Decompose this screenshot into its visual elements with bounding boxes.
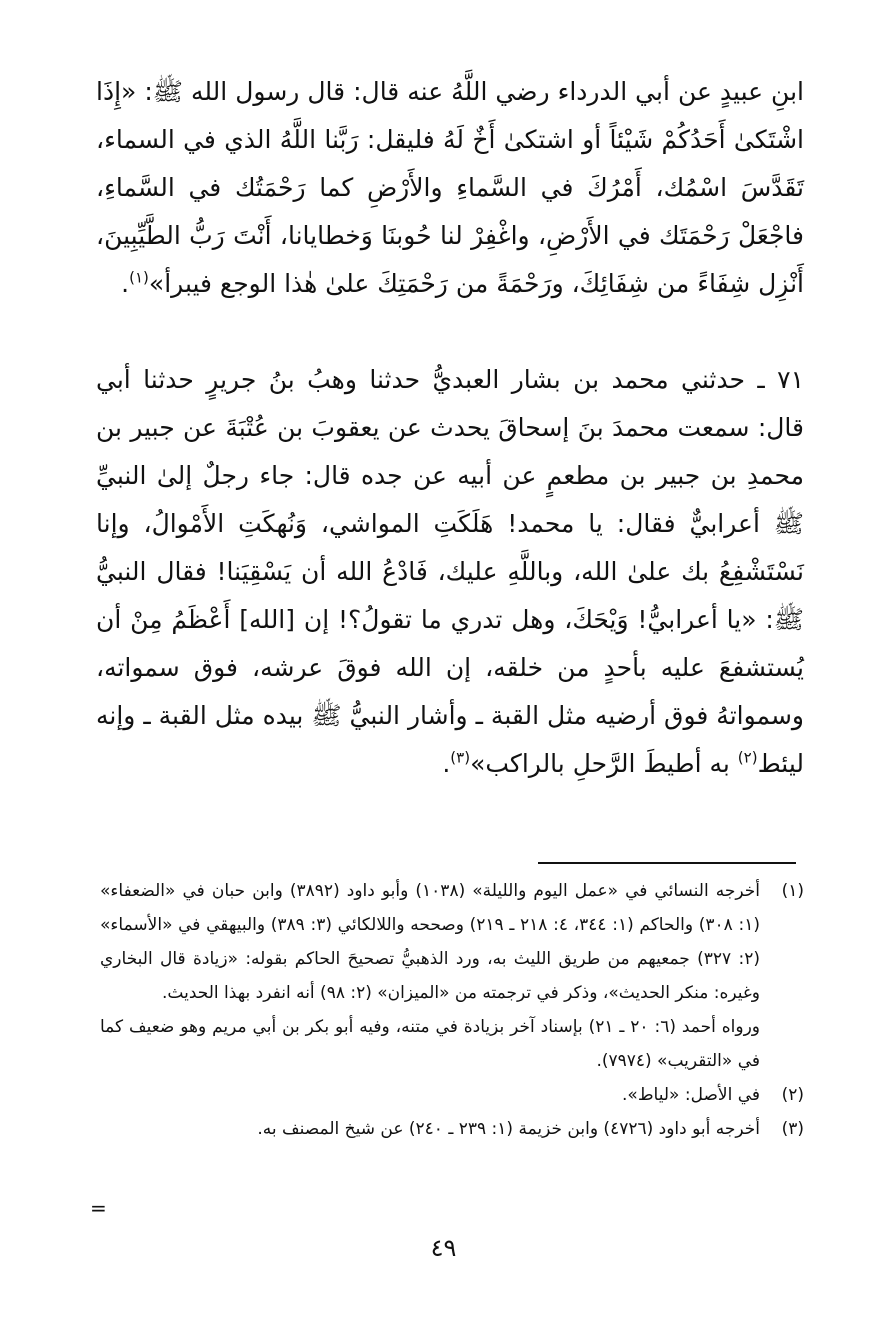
- footnote-ref-1: (١): [129, 268, 149, 287]
- footnote-text: ورواه أحمد (٦: ٢٠ ـ ٢١) بإسناد آخر بزيادة في متنه، وفيه أبو بكر بن أبي مريم وهو ضعيف كما في «التقريب» (٧٩٧٤).: [100, 1017, 761, 1071]
- paragraph-end: .: [121, 269, 130, 298]
- footnote-body: [100, 874, 760, 1078]
- footnote-body: [100, 1112, 760, 1146]
- footnote-number: (١): [781, 881, 804, 901]
- footnote-1: [100, 874, 804, 1078]
- paragraph-end: .: [442, 749, 451, 778]
- footnote-2: [100, 1078, 804, 1112]
- page-number: ٤٩: [430, 1234, 457, 1262]
- footnote-ref-2: (٢): [737, 748, 758, 767]
- footnote-ref-3: (٣): [450, 748, 471, 767]
- footnote-body: [100, 1078, 760, 1112]
- footnote-text: في الأصل: «لياط».: [622, 1085, 760, 1105]
- footnotes: [100, 874, 804, 1146]
- footnote-3: [100, 1112, 804, 1146]
- main-text: [96, 68, 804, 788]
- paragraph-hadith-70-end: [96, 68, 804, 308]
- footnote-number: (٣): [781, 1119, 804, 1139]
- paragraph-text: ابنِ عبيدٍ عن أبي الدرداء رضي اللَّهُ عنه قال: قال رسول الله ﷺ: «إِذَا اشْتَكىٰ أَحَدُكُمْ شَيْئاً أو اشتكىٰ أَخٌ لَهُ فليقل: رَبَّنا اللَّهُ الذي في السماء، تَقَدَّسَ اسْمُك، أَمْرُكَ في السَّماءِ والأَرْضِ كما رَحْمَتُك في السَّماءِ، فاجْعَلْ رَحْمَتَك في الأَرْضِ، واغْفِرْ لنا حُوبنَا وَخطايانا، أَنْتَ رَبُّ الطَّيِّبِينَ، أَنْزِل شِفَاءً من شِفَائِكَ، ورَحْمَةً من رَحْمَتِكَ علىٰ هٰذا الوجع فيبرأ»: [96, 77, 804, 298]
- paragraph-text-cont: به أطيطَ الرَّحلِ بالراكب»: [470, 749, 738, 778]
- footnote-separator: [538, 862, 796, 864]
- paragraph-text: ٧١ ـ حدثني محمد بن بشار العبديُّ حدثنا وهبُ بنُ جريرٍ حدثنا أبي قال: سمعت محمدَ بنَ إسحاقَ يحدث عن يعقوبَ بن عُتْبَةَ عن جبير بن محمدِ بن جبير بن مطعمٍ عن أبيه عن جده قال: جاء رجلٌ إلىٰ النبيِّ ﷺ أعرابيٌّ فقال: يا محمد! هَلَكَتِ المواشي، وَنُهكَتِ الأَمْوالُ، وإنا نَسْتَشْفِعُ بك علىٰ الله، وباللَّهِ عليك، فَادْعُ الله أن يَسْقِيَنا! فقال النبيُّ ﷺ: «يا أعرابيُّ! وَيْحَكَ، وهل تدري ما تقولُ؟! إن [الله] أَعْظَمُ مِنْ أن يُستشفعَ عليه بأحدٍ من خلقه، إن الله فوقَ عرشه، فوق سمواته، وسمواتهُ فوق أرضيه مثل القبة ـ وأشار النبيُّ ﷺ بيده مثل القبة ـ وإنه ليئط: [96, 365, 804, 778]
- footnote-text: أخرجه أبو داود (٤٧٢٦) وابن خزيمة (١: ٢٣٩ ـ ٢٤٠) عن شيخ المصنف به.: [257, 1119, 760, 1139]
- continuation-mark: =: [90, 1196, 107, 1220]
- footnote-text: أخرجه النسائي في «عمل اليوم والليلة» (١٠٣٨) وأبو داود (٣٨٩٢) وابن حبان في «الضعفاء» (١: ٣٠٨) والحاكم (١: ٣٤٤، ٤: ٢١٨ ـ ٢١٩) وصححه واللالكائي (٣: ٣٨٩) والبيهقي في «الأسماء» (٢: ٣٢٧) جمعيهم من طريق الليث به، ورد الذهبيُّ تصحيحَ الحاكم بقوله: «زيادة قال البخاري وغيره: منكر الحديث»، وذكر في ترجمته من «الميزان» (٢: ٩٨) أنه انفرد بهذا الحديث.: [100, 881, 761, 1003]
- footnote-number: (٢): [781, 1085, 804, 1105]
- paragraph-hadith-71: [96, 356, 804, 788]
